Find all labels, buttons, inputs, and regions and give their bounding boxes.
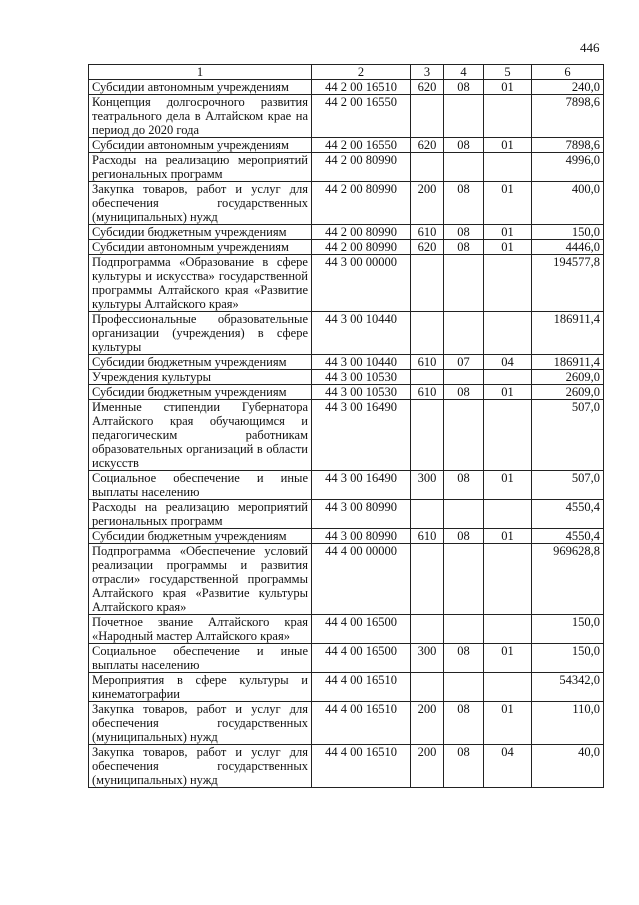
row-sum: 507,0 (532, 471, 604, 500)
row-vr (411, 400, 444, 471)
table-row (89, 95, 604, 138)
table-row (89, 500, 604, 529)
row-vr: 620 (411, 80, 444, 95)
row-name: Субсидии бюджетным учреждениям (89, 225, 312, 240)
row-pr (484, 673, 532, 702)
row-rz: 08 (444, 529, 484, 544)
table-row (89, 745, 604, 788)
row-sum: 194577,8 (532, 255, 604, 312)
row-code: 44 3 00 16490 (312, 471, 411, 500)
row-name: Субсидии автономным учреждениям (89, 240, 312, 255)
row-rz (444, 153, 484, 182)
row-pr (484, 400, 532, 471)
row-rz (444, 615, 484, 644)
row-sum: 150,0 (532, 644, 604, 673)
row-name: Почетное звание Алтайского края «Народный мастер Алтайского края» (89, 615, 312, 644)
row-pr (484, 500, 532, 529)
row-rz: 08 (444, 182, 484, 225)
row-vr (411, 153, 444, 182)
row-vr: 620 (411, 240, 444, 255)
row-pr: 01 (484, 225, 532, 240)
row-pr: 01 (484, 240, 532, 255)
row-sum: 4446,0 (532, 240, 604, 255)
row-rz (444, 544, 484, 615)
row-rz: 08 (444, 80, 484, 95)
row-vr (411, 95, 444, 138)
row-pr (484, 370, 532, 385)
budget-table (88, 64, 604, 788)
row-vr (411, 544, 444, 615)
row-rz: 08 (444, 745, 484, 788)
row-code: 44 4 00 16510 (312, 673, 411, 702)
row-rz: 08 (444, 385, 484, 400)
row-rz (444, 370, 484, 385)
row-sum: 186911,4 (532, 355, 604, 370)
row-sum: 7898,6 (532, 138, 604, 153)
row-vr: 610 (411, 225, 444, 240)
row-name: Профессиональные образовательные организации (учреждения) в сфере культуры (89, 312, 312, 355)
row-code: 44 2 00 80990 (312, 240, 411, 255)
row-code: 44 4 00 16510 (312, 702, 411, 745)
row-sum: 54342,0 (532, 673, 604, 702)
row-code: 44 3 00 10440 (312, 312, 411, 355)
row-rz: 08 (444, 471, 484, 500)
row-sum: 150,0 (532, 225, 604, 240)
row-sum: 186911,4 (532, 312, 604, 355)
row-code: 44 2 00 80990 (312, 225, 411, 240)
row-vr (411, 312, 444, 355)
row-sum: 2609,0 (532, 370, 604, 385)
row-vr (411, 673, 444, 702)
column-header: 5 (484, 65, 532, 80)
row-name: Закупка товаров, работ и услуг для обеспечения государственных (муниципальных) нужд (89, 182, 312, 225)
table-row (89, 471, 604, 500)
row-sum: 969628,8 (532, 544, 604, 615)
row-name: Социальное обеспечение и иные выплаты населению (89, 471, 312, 500)
row-sum: 4550,4 (532, 500, 604, 529)
row-code: 44 3 00 10530 (312, 385, 411, 400)
row-sum: 4550,4 (532, 529, 604, 544)
row-pr (484, 312, 532, 355)
row-pr (484, 95, 532, 138)
row-sum: 400,0 (532, 182, 604, 225)
row-code: 44 4 00 16500 (312, 644, 411, 673)
row-pr: 01 (484, 182, 532, 225)
column-header: 6 (532, 65, 604, 80)
row-pr: 01 (484, 80, 532, 95)
row-name: Учреждения культуры (89, 370, 312, 385)
row-rz: 08 (444, 225, 484, 240)
row-sum: 150,0 (532, 615, 604, 644)
table-row (89, 355, 604, 370)
row-rz: 07 (444, 355, 484, 370)
row-rz (444, 312, 484, 355)
page-number: 446 (580, 40, 600, 55)
row-pr (484, 544, 532, 615)
row-pr (484, 255, 532, 312)
row-code: 44 2 00 16550 (312, 95, 411, 138)
row-name: Субсидии автономным учреждениям (89, 138, 312, 153)
row-name: Подпрограмма «Обеспечение условий реализации программы и развития отрасли» государственной программы Алтайского края «Развитие культуры Алтайского края» (89, 544, 312, 615)
table-row (89, 673, 604, 702)
table-row (89, 225, 604, 240)
row-pr: 01 (484, 138, 532, 153)
row-code: 44 4 00 16510 (312, 745, 411, 788)
table-row (89, 400, 604, 471)
row-rz: 08 (444, 702, 484, 745)
row-name: Подпрограмма «Образование в сфере культуры и искусства» государственной программы Алтайского края «Развитие культуры Алтайского края» (89, 255, 312, 312)
table-row (89, 615, 604, 644)
table-row (89, 255, 604, 312)
row-sum: 507,0 (532, 400, 604, 471)
table-row (89, 644, 604, 673)
row-vr: 200 (411, 182, 444, 225)
row-rz: 08 (444, 240, 484, 255)
row-code: 44 2 00 80990 (312, 182, 411, 225)
row-sum: 110,0 (532, 702, 604, 745)
row-pr: 04 (484, 355, 532, 370)
row-code: 44 3 00 00000 (312, 255, 411, 312)
column-header: 4 (444, 65, 484, 80)
row-name: Расходы на реализацию мероприятий региональных программ (89, 500, 312, 529)
table-row (89, 370, 604, 385)
row-rz: 08 (444, 644, 484, 673)
row-name: Субсидии бюджетным учреждениям (89, 529, 312, 544)
row-name: Именные стипендии Губернатора Алтайского края обучающимся и педагогическим работникам образовательных организаций в области искусств (89, 400, 312, 471)
row-name: Социальное обеспечение и иные выплаты населению (89, 644, 312, 673)
row-pr: 04 (484, 745, 532, 788)
row-code: 44 3 00 10440 (312, 355, 411, 370)
row-rz (444, 95, 484, 138)
row-rz (444, 500, 484, 529)
row-pr: 01 (484, 529, 532, 544)
row-vr (411, 615, 444, 644)
row-code: 44 4 00 16500 (312, 615, 411, 644)
row-rz (444, 673, 484, 702)
row-vr: 610 (411, 385, 444, 400)
row-vr (411, 500, 444, 529)
row-sum: 240,0 (532, 80, 604, 95)
table-row (89, 529, 604, 544)
row-vr: 610 (411, 355, 444, 370)
row-name: Субсидии автономным учреждениям (89, 80, 312, 95)
row-sum: 7898,6 (532, 95, 604, 138)
row-name: Субсидии бюджетным учреждениям (89, 385, 312, 400)
table-row (89, 138, 604, 153)
row-vr (411, 370, 444, 385)
row-rz: 08 (444, 138, 484, 153)
row-code: 44 3 00 80990 (312, 500, 411, 529)
table-header-row (89, 65, 604, 80)
row-code: 44 3 00 80990 (312, 529, 411, 544)
table-row (89, 182, 604, 225)
row-sum: 40,0 (532, 745, 604, 788)
row-sum: 2609,0 (532, 385, 604, 400)
row-name: Мероприятия в сфере культуры и кинематографии (89, 673, 312, 702)
row-code: 44 2 00 16510 (312, 80, 411, 95)
column-header: 3 (411, 65, 444, 80)
column-header: 1 (89, 65, 312, 80)
row-pr: 01 (484, 702, 532, 745)
row-code: 44 2 00 80990 (312, 153, 411, 182)
row-vr (411, 255, 444, 312)
column-header: 2 (312, 65, 411, 80)
table-row (89, 240, 604, 255)
table-row (89, 385, 604, 400)
row-pr: 01 (484, 385, 532, 400)
row-code: 44 2 00 16550 (312, 138, 411, 153)
row-name: Расходы на реализацию мероприятий региональных программ (89, 153, 312, 182)
row-vr: 610 (411, 529, 444, 544)
table-row (89, 80, 604, 95)
table-row (89, 312, 604, 355)
row-vr: 300 (411, 471, 444, 500)
row-name: Субсидии бюджетным учреждениям (89, 355, 312, 370)
row-code: 44 3 00 10530 (312, 370, 411, 385)
row-sum: 4996,0 (532, 153, 604, 182)
row-name: Концепция долгосрочного развития театрального дела в Алтайском крае на период до 2020 года (89, 95, 312, 138)
row-vr: 200 (411, 702, 444, 745)
row-pr: 01 (484, 471, 532, 500)
row-vr: 620 (411, 138, 444, 153)
row-pr (484, 615, 532, 644)
row-rz (444, 255, 484, 312)
row-vr: 300 (411, 644, 444, 673)
row-vr: 200 (411, 745, 444, 788)
row-code: 44 4 00 00000 (312, 544, 411, 615)
row-rz (444, 400, 484, 471)
row-code: 44 3 00 16490 (312, 400, 411, 471)
table-row (89, 702, 604, 745)
table-row (89, 153, 604, 182)
row-pr: 01 (484, 644, 532, 673)
row-name: Закупка товаров, работ и услуг для обеспечения государственных (муниципальных) нужд (89, 745, 312, 788)
row-pr (484, 153, 532, 182)
row-name: Закупка товаров, работ и услуг для обеспечения государственных (муниципальных) нужд (89, 702, 312, 745)
table-row (89, 544, 604, 615)
